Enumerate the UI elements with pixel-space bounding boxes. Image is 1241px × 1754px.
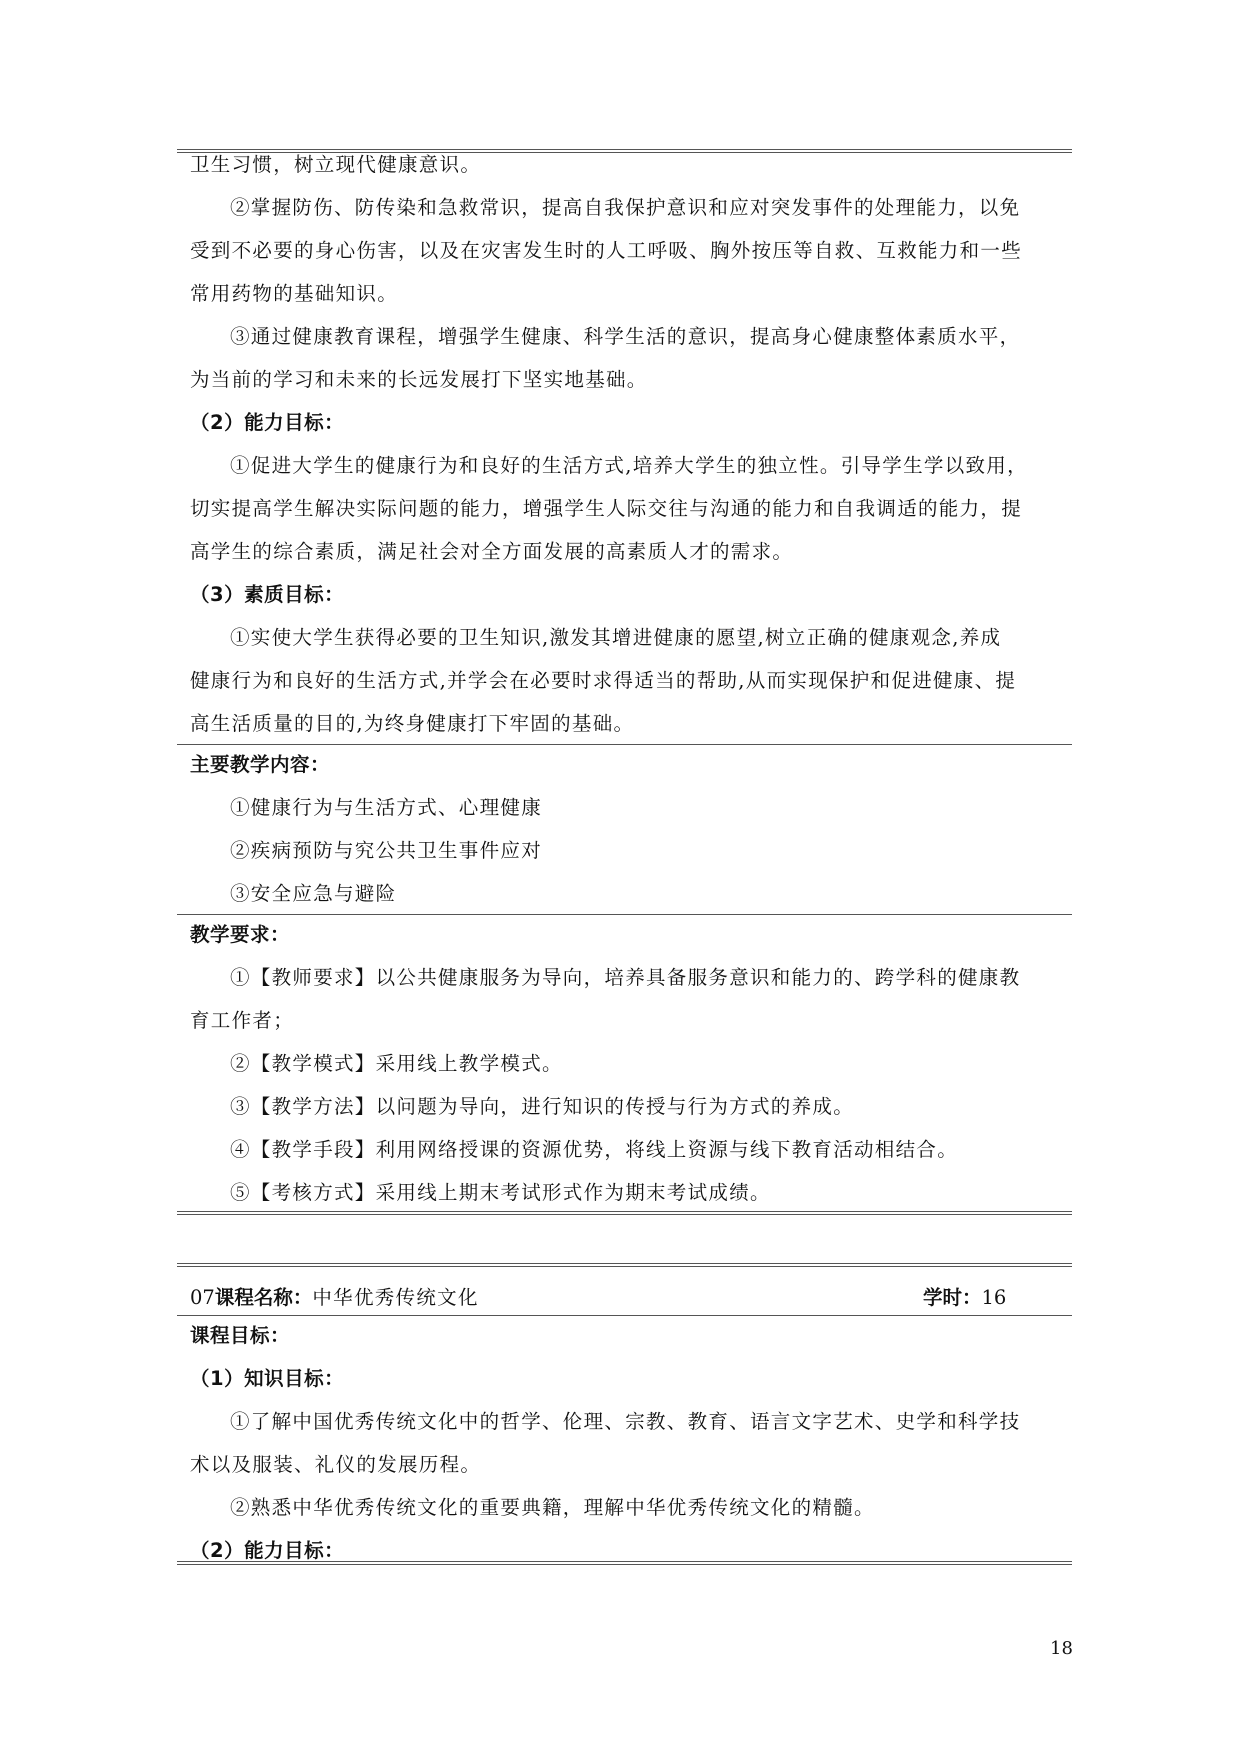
course07-header-rule (177, 1315, 1072, 1316)
paragraph-line: 卫生习惯，树立现代健康意识。 (190, 153, 482, 176)
paragraph-line: ③通过健康教育课程，增强学生健康、科学生活的意识，提高身心健康整体素质水平， (230, 325, 1021, 348)
main-content-item: ①健康行为与生活方式、心理健康 (230, 796, 543, 819)
paragraph-line: 切实提高学生解决实际问题的能力，增强学生人际交往与沟通的能力和自我调适的能力，提 (190, 497, 1023, 520)
paragraph-line: 术以及服装、礼仪的发展历程。 (190, 1453, 482, 1476)
paragraph-line: 常用药物的基础知识。 (190, 282, 399, 305)
paragraph-line: 高生活质量的目的,为终身健康打下牢固的基础。 (190, 712, 635, 735)
paragraph-line: ②掌握防伤、防传染和急救常识，提高自我保护意识和应对突发事件的处理能力，以免 (230, 196, 1021, 219)
course07-name: 中华优秀传统文化 (312, 1286, 479, 1309)
paragraph-line: 健康行为和良好的生活方式,并学会在必要时求得适当的帮助,从而实现保护和促进健康、提 (190, 669, 1017, 692)
paragraph-line: ②熟悉中华优秀传统文化的重要典籍，理解中华优秀传统文化的精髓。 (230, 1496, 875, 1519)
course07-hours (923, 1283, 1006, 1313)
paragraph-line: ①促进大学生的健康行为和良好的生活方式,培养大学生的独立性。引导学生学以致用， (230, 454, 1028, 477)
subheading-ability-goals: （2）能力目标： (190, 411, 345, 434)
course07-hours-label: 学时： (923, 1286, 982, 1309)
requirement-line: ①【教师要求】以公共健康服务为导向，培养具备服务意识和能力的、跨学科的健康教 (230, 966, 1021, 989)
paragraph-line: ①实使大学生获得必要的卫生知识,激发其增进健康的愿望,树立正确的健康观念,养成 (230, 626, 1002, 649)
main-content-title: 主要教学内容： (190, 753, 331, 776)
requirement-line: 育工作者； (190, 1009, 295, 1032)
course07-name-label: 课程名称： (214, 1286, 313, 1309)
paragraph-line: 高学生的综合素质，满足社会对全方面发展的高素质人才的需求。 (190, 540, 794, 563)
course07-number: 07 (190, 1286, 215, 1309)
course07-knowledge-title: （1）知识目标： (190, 1367, 345, 1390)
rule-before-requirements (177, 914, 1072, 915)
course07-ability-title: （2）能力目标： (190, 1539, 345, 1562)
course07-goals-title: 课程目标： (190, 1324, 291, 1347)
paragraph-line: ①了解中国优秀传统文化中的哲学、伦理、宗教、教育、语言文字艺术、史学和科学技 (230, 1410, 1021, 1433)
paragraph-line: 受到不必要的身心伤害，以及在灾害发生时的人工呼吸、胸外按压等自救、互救能力和一些 (190, 239, 1023, 262)
main-content-item: ③安全应急与避险 (230, 882, 397, 905)
course07-name-row (190, 1283, 479, 1313)
requirement-line: ②【教学模式】采用线上教学模式。 (230, 1052, 563, 1075)
requirement-line: ④【教学手段】利用网络授课的资源优势，将线上资源与线下教育活动相结合。 (230, 1138, 959, 1161)
page-number: 18 (1050, 1638, 1073, 1659)
requirement-line: ③【教学方法】以问题为导向，进行知识的传授与行为方式的养成。 (230, 1095, 855, 1118)
paragraph-line: 为当前的学习和未来的长远发展打下坚实地基础。 (190, 368, 648, 391)
requirement-line: ⑤【考核方式】采用线上期末考试形式作为期末考试成绩。 (230, 1181, 771, 1204)
rule-before-main-content (177, 744, 1072, 745)
course07-top-double-rule (177, 1263, 1072, 1267)
course07-hours-value: 16 (981, 1286, 1007, 1309)
section-end-double-rule (177, 1211, 1072, 1215)
subheading-quality-goals: （3）素质目标： (190, 583, 345, 606)
main-content-item: ②疾病预防与究公共卫生事件应对 (230, 839, 543, 862)
requirements-title: 教学要求： (190, 923, 291, 946)
